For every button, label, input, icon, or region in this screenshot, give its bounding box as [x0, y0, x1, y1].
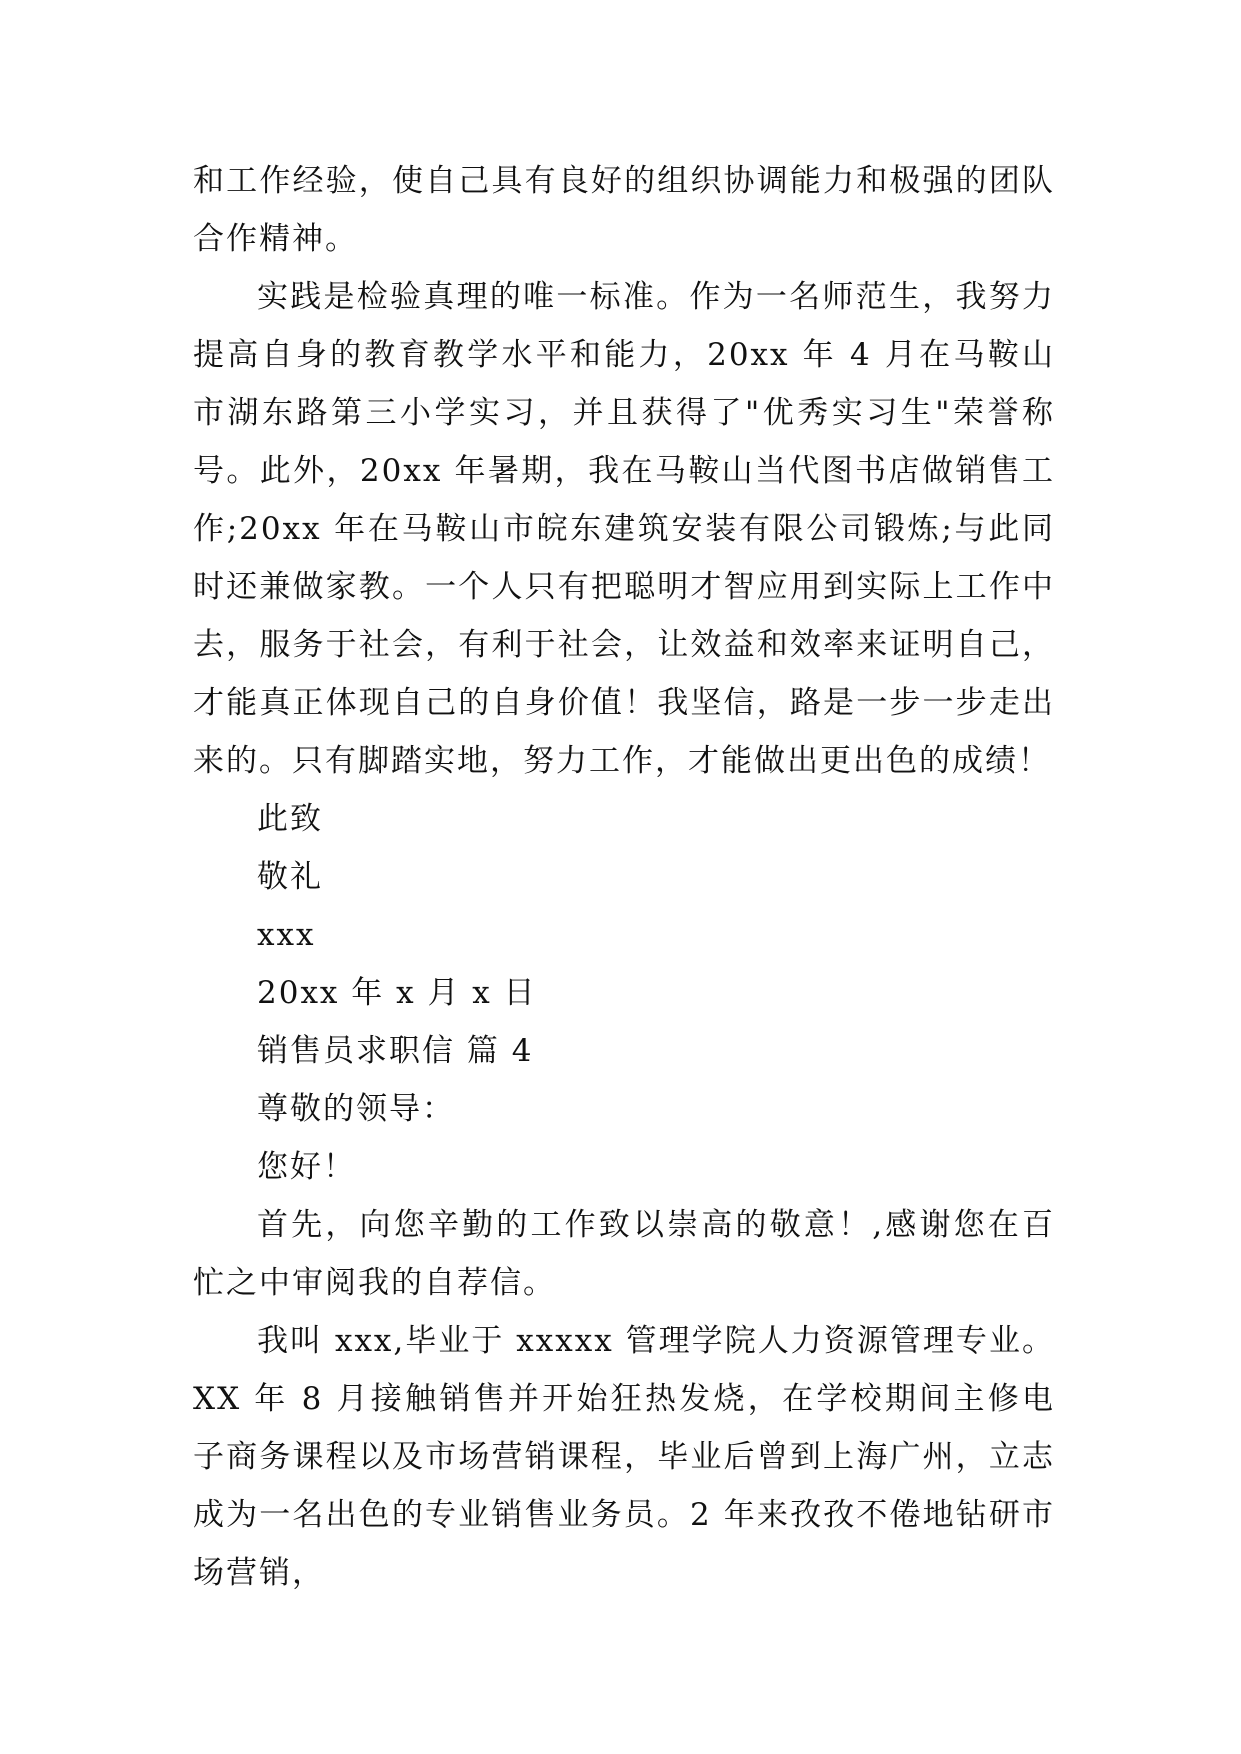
signature-name: xxx [257, 917, 316, 953]
paragraph-practice-experience: 实践是检验真理的唯一标准。作为一名师范生，我努力提高自身的教育教学水平和能力，20xx 年 4 月在马鞍山市湖东路第三小学实习，并且获得了"优秀实习生"荣誉称号。此外，20xx 年暑期，我在马鞍山当代图书店做销售工作;20xx 年在马鞍山市皖东建筑安装有限公司锻炼;与此同时还兼做家教。一个人只有把聪明才智应用到实际上工作中去，服务于社会，有利于社会，让效益和效率来证明自己，才能真正体现自己的自身价值！我坚信，路是一步一步走出来的。只有脚踏实地，努力工作，才能做出更出色的成绩！ [193, 279, 1055, 779]
paragraph-thanks: 首先，向您辛勤的工作致以崇高的敬意！,感谢您在百忙之中审阅我的自荐信。 [193, 1207, 1055, 1301]
greeting-hello: 您好！ [257, 1149, 356, 1185]
closing-salutation: 此致 [257, 801, 323, 837]
greeting-dear-leader: 尊敬的领导： [257, 1091, 455, 1127]
letter-body [193, 152, 1055, 1602]
closing-regards: 敬礼 [257, 859, 323, 895]
signature-date: 20xx 年 x 月 x 日 [257, 975, 537, 1011]
paragraph-self-introduction: 我叫 xxx,毕业于 xxxxx 管理学院人力资源管理专业。XX 年 8 月接触销售并开始狂热发烧，在学校期间主修电子商务课程以及市场营销课程，毕业后曾到上海广州，立志成为一名出色的专业销售业务员。2 年来孜孜不倦地钻研市场营销， [193, 1323, 1055, 1591]
paragraph-teamwork-continuation: 和工作经验，使自己具有良好的组织协调能力和极强的团队合作精神。 [193, 163, 1055, 257]
section-heading-letter-4: 销售员求职信 篇 4 [257, 1033, 534, 1069]
